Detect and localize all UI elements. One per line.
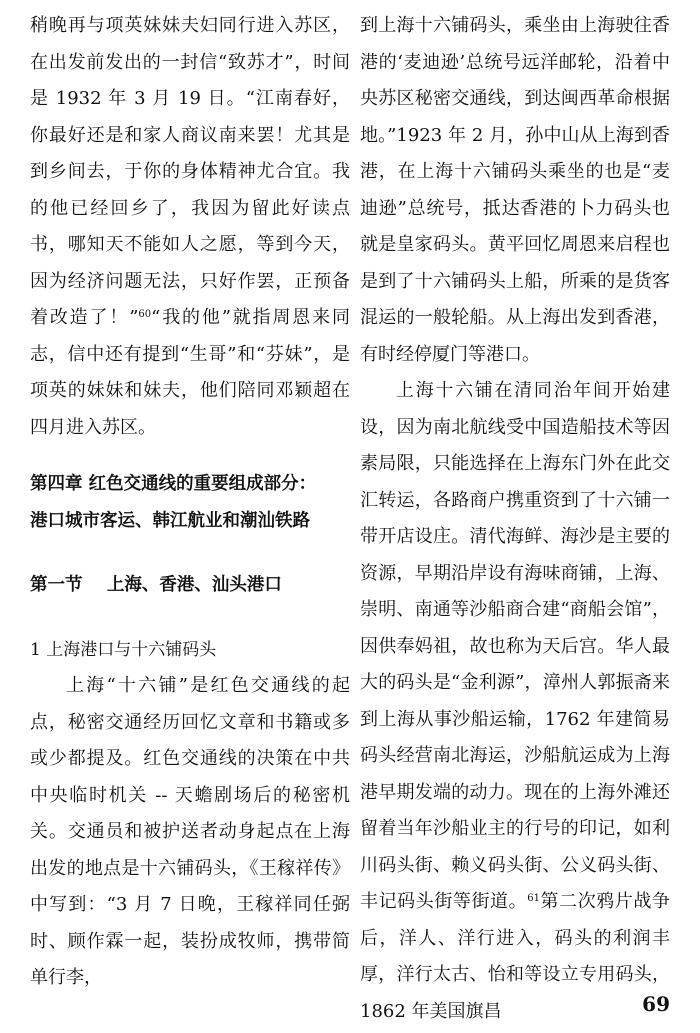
chapter-title (30, 466, 350, 539)
footnote-marker: 61 (527, 893, 540, 904)
page-number: 69 (642, 992, 670, 1016)
paragraph-text: “我的他”就指周恩来同志，信中还有提到“生哥”和“芬妹”，是项英的妹妹和妹夫，他们陪同邓颖超在四月进入苏区。 (30, 307, 350, 438)
subsection-title: 1 上海港口与十六铺码头 (30, 639, 217, 660)
paragraph-text: 稍晚再与项英妹妹夫妇同行进入苏区，在出发前发出的一封信“致苏才”，时间是 1932 年 3 月 19 日。“江南春好，你最好还是和家人商议南来罢！尤其是到乡间去，于你的身体精神尤合宜。我的他已经回乡了，我因为留此好读点书，哪知天不能如人之愿，等到今天，因为经济问题无法，只好作罢，正预备着改造了！” (30, 15, 350, 328)
chapter-title-line: 港口城市客运、韩江航业和潮汕铁路 (30, 510, 310, 531)
chapter-title-line: 第四章 红色交通线的重要组成部分： (30, 474, 317, 494)
section-title: 第一节 上海、香港、汕头港口 (30, 575, 282, 595)
footnote-marker: 60 (138, 309, 152, 320)
paragraph-text: 上海十六铺在清同治年间开始建设，因为南北航线受中国造船技术等因素局限，只能选择在上海东门外在此交汇转运，各路商户携重资到了十六铺一带开店设庄。清代海鲜、海沙是主要的资源，早期沿岸设有海味商铺，上海、崇明、南通等沙船商合建“商船会馆”，因供奉妈祖，故也称为天后宫。华人最大的码头是“金利源”，漳州人郭振斋来到上海从事沙船运输，1762 年建简易码头经营南北海运，沙船航运成为上海港早期发端的动力。现在的上海外滩还留着当年沙船业主的行号的印记，如利川码头街、赖义码头街、公义码头街、丰记码头街等街道。 (360, 380, 670, 912)
body-paragraph (30, 8, 350, 446)
left-column (30, 8, 350, 997)
body-paragraph: 上海“十六铺”是红色交通线的起点，秘密交通经历回忆文章和书籍或多或少都提及。红色交通线的决策在中共中央临时机关 -- 天蟾剧场后的秘密机关。交通员和被护送者动身起点在上海出发的地点是十六铺码头，《王稼祥传》中写到：“3 月 7 日晚，王稼祥同任弼时、顾作霖一起，装扮成牧师，携带简单行李， (30, 675, 350, 988)
body-paragraph: 到上海十六铺码头，乘坐由上海驶往香港的‘麦迪逊’总统号远洋邮轮，沿着中央苏区秘密交通线，到达闽西革命根据地。”1923 年 2 月，孙中山从上海到香港，在上海十六铺码头乘坐的也是“麦迪逊”总统号，抵达香港的卜力码头也就是皇家码头。黄平回忆周恩来启程也是到了十六铺码头上船，所乘的是货客混运的一般轮船。从上海出发到香港，有时经停厦门等港口。 (360, 15, 670, 365)
body-paragraph (360, 373, 670, 1030)
paragraph-text: 第二次鸦片战争后，洋人、洋行进入，码头的利润丰厚，洋行太古、怡和等设立专用码头，1862 年美国旗昌 (360, 891, 671, 1022)
right-column (360, 8, 670, 1030)
